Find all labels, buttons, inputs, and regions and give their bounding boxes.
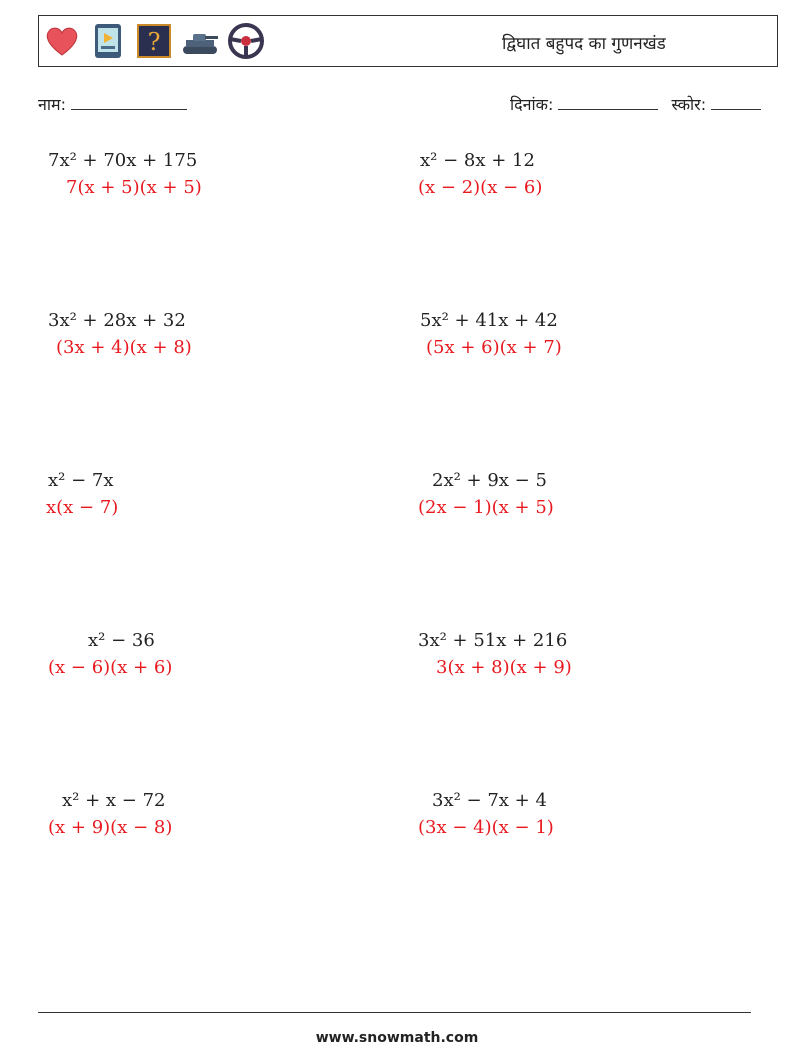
name-label: नाम: <box>38 95 66 114</box>
name-field <box>38 93 187 115</box>
heart-icon <box>43 22 81 60</box>
score-blank[interactable] <box>711 95 761 110</box>
problem-10 <box>418 790 554 838</box>
date-score-field <box>510 93 761 115</box>
problem-5 <box>48 470 118 518</box>
question: x² − 7x <box>48 470 114 491</box>
problem-8 <box>418 630 572 678</box>
tank-icon <box>181 22 219 60</box>
date-label: दिनांक: <box>510 95 554 114</box>
question: 3x² − 7x + 4 <box>432 790 547 811</box>
answer: (x − 2)(x − 6) <box>418 177 543 198</box>
question-box-icon <box>135 22 173 60</box>
answer: (2x − 1)(x + 5) <box>418 497 554 518</box>
question: 3x² + 51x + 216 <box>418 630 568 651</box>
answer: x(x − 7) <box>46 497 119 518</box>
question: 7x² + 70x + 175 <box>48 150 198 171</box>
play-tablet-icon <box>89 22 127 60</box>
problem-1 <box>48 150 202 198</box>
problem-6 <box>418 470 554 518</box>
answer: (3x + 4)(x + 8) <box>56 337 192 358</box>
question: 2x² + 9x − 5 <box>432 470 547 491</box>
question: x² − 36 <box>88 630 155 651</box>
name-blank[interactable] <box>71 95 187 110</box>
problem-9 <box>48 790 173 838</box>
problem-3 <box>48 310 192 358</box>
answer: (5x + 6)(x + 7) <box>426 337 562 358</box>
answer: 7(x + 5)(x + 5) <box>66 177 202 198</box>
header-icons <box>43 22 265 60</box>
svg-text:?: ? <box>147 28 161 56</box>
question: x² − 8x + 12 <box>420 150 535 171</box>
problem-4 <box>420 310 562 358</box>
problem-7 <box>48 630 173 678</box>
page-title: द्विघात बहुपद का गुणनखंड <box>502 34 666 54</box>
footer-website[interactable]: www.snowmath.com <box>315 1030 479 1046</box>
answer: (x + 9)(x − 8) <box>48 817 173 838</box>
score-label: स्कोर: <box>671 95 707 114</box>
date-blank[interactable] <box>558 95 658 110</box>
question: 5x² + 41x + 42 <box>420 310 558 331</box>
problem-2 <box>420 150 542 198</box>
question: 3x² + 28x + 32 <box>48 310 186 331</box>
header-box <box>38 15 778 67</box>
answer: (x − 6)(x + 6) <box>48 657 173 678</box>
answer: (3x − 4)(x − 1) <box>418 817 554 838</box>
answer: 3(x + 8)(x + 9) <box>436 657 572 678</box>
question: x² + x − 72 <box>62 790 166 811</box>
steering-wheel-icon <box>227 22 265 60</box>
footer-divider <box>38 1012 751 1013</box>
